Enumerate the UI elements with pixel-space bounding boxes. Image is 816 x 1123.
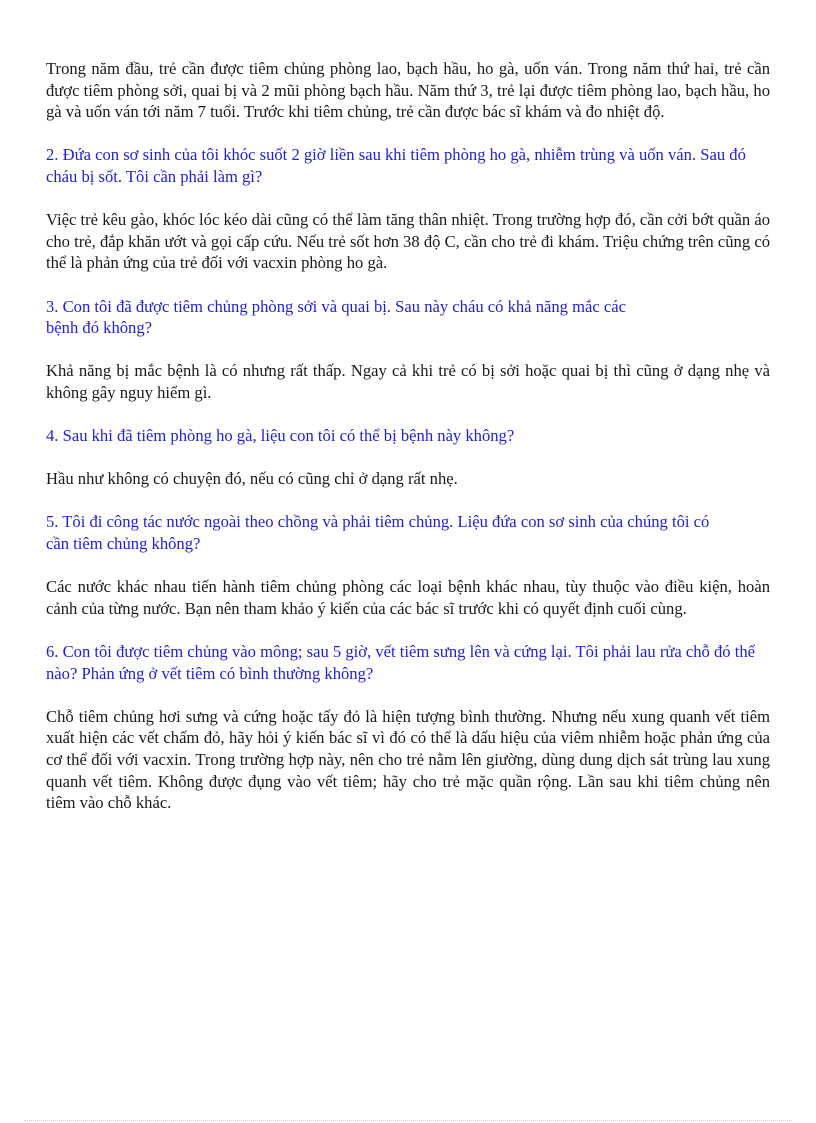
spacer xyxy=(46,447,770,469)
spacer xyxy=(46,404,770,426)
question-5: 5. Tôi đi công tác nước ngoài theo chồng và phải tiêm chủng. Liệu đứa con sơ sinh của chúng tôi có cần tiêm chủng không? xyxy=(46,512,710,554)
question-4: 4. Sau khi đã tiêm phòng ho gà, liệu con tôi có thể bị bệnh này không? xyxy=(46,426,515,446)
spacer xyxy=(46,555,770,577)
question-3: 3. Con tôi đã được tiêm chủng phòng sởi và quai bị. Sau này cháu có khả năng mắc các bệnh đó không? xyxy=(46,296,626,338)
spacer xyxy=(46,188,770,210)
question-2: 2. Đứa con sơ sinh của tôi khóc suốt 2 giờ liền sau khi tiêm phòng ho gà, nhiễm trùng và uốn ván. Sau đó cháu bị sốt. Tôi cần phải làm gì? xyxy=(46,145,746,186)
spacer xyxy=(46,274,770,296)
question-6: 6. Con tôi được tiêm chủng vào mông; sau 5 giờ, vết tiêm sưng lên và cứng lại. Tôi phải lau rửa chỗ đó thế nào? Phản ứng ở vết tiêm có bình thường không? xyxy=(46,642,756,683)
spacer xyxy=(46,339,770,361)
answer-5: Các nước khác nhau tiến hành tiêm chủng phòng các loại bệnh khác nhau, tùy thuộc vào điều kiện, hoàn cảnh của từng nước. Bạn nên tham khảo ý kiến của các bác sĩ trước khi có quyết định cuối cùng. xyxy=(46,577,770,618)
document-page xyxy=(46,58,770,814)
spacer xyxy=(46,619,770,641)
intro-paragraph: Trong năm đầu, trẻ cần được tiêm chủng phòng lao, bạch hầu, ho gà, uốn ván. Trong năm thứ hai, trẻ cần được tiêm phòng sởi, quai bị và 2 mũi phòng bạch hầu. Năm thứ 3, trẻ lại được tiêm phòng lao, bạch hầu, ho gà và uốn ván tới năm 7 tuổi. Trước khi tiêm chủng, trẻ cần được bác sĩ khám và đo nhiệt độ. xyxy=(46,59,770,122)
answer-4: Hầu như không có chuyện đó, nếu có cũng chỉ ở dạng rất nhẹ. xyxy=(46,469,458,489)
spacer xyxy=(46,684,770,706)
spacer xyxy=(46,123,770,145)
spacer xyxy=(46,490,770,512)
page-bottom-border xyxy=(24,1120,792,1121)
answer-2: Việc trẻ kêu gào, khóc lóc kéo dài cũng có thể làm tăng thân nhiệt. Trong trường hợp đó, cần cởi bớt quần áo cho trẻ, đắp khăn ướt và gọi cấp cứu. Nếu trẻ sốt hơn 38 độ C, cần cho trẻ đi khám. Triệu chứng trên cũng có thể là phản ứng của trẻ đối với vacxin phòng ho gà. xyxy=(46,210,770,273)
answer-6: Chỗ tiêm chủng hơi sưng và cứng hoặc tấy đỏ là hiện tượng bình thường. Nhưng nếu xung quanh vết tiêm xuất hiện các vết chấm đỏ, hãy hỏi ý kiến bác sĩ vì đó có thể là dấu hiệu của viêm nhiễm hoặc phản ứng của cơ thể đối với vacxin. Trong trường hợp này, nên cho trẻ nằm lên giường, dùng dung dịch sát trùng lau xung quanh vết tiêm. Không được đụng vào vết tiêm; hãy cho trẻ mặc quần rộng. Lần sau khi tiêm chủng nên tiêm vào chỗ khác. xyxy=(46,706,770,813)
answer-3: Khả năng bị mắc bệnh là có nhưng rất thấp. Ngay cả khi trẻ có bị sởi hoặc quai bị thì cũng ở dạng nhẹ và không gây nguy hiểm gì. xyxy=(46,361,770,402)
